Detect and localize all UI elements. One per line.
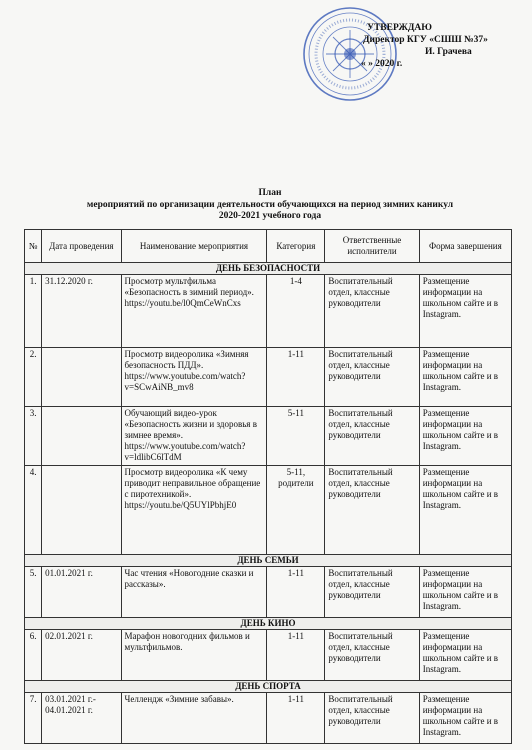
cell-responsible: Воспитательный отдел, классные руководители — [325, 630, 419, 681]
cell-number: 7. — [25, 693, 42, 744]
cell-category: 1-4 — [267, 275, 325, 348]
document-title — [30, 188, 510, 223]
cell-category: 5-11 — [267, 407, 325, 466]
cell-number: 4. — [25, 466, 42, 555]
cell-number: 6. — [25, 630, 42, 681]
cell-event-name: Челлендж «Зимние забавы». — [121, 693, 267, 744]
table-header-row — [25, 230, 512, 263]
cell-event-name: Просмотр видеоролика «К чему приводит неправильное обращение с пиротехникой». https://youtu.be/Q5UYlPbhjE0 — [121, 466, 267, 555]
cell-number: 5. — [25, 567, 42, 618]
section-row — [25, 555, 512, 567]
section-row — [25, 263, 512, 275]
approval-date: « » 2020 г. — [361, 59, 403, 69]
header-completion-form: Форма завершения — [419, 230, 511, 263]
cell-category: 1-11 — [267, 630, 325, 681]
approval-signer: И. Грачева — [425, 47, 472, 57]
table-row — [25, 630, 512, 681]
cell-category: 1-11 — [267, 348, 325, 407]
cell-completion-form: Размещение информации на школьном сайте и в Instagram. — [419, 275, 511, 348]
cell-event-name: Просмотр мультфильма «Безопасность в зимний период». https://youtu.be/l0QmCeWnCxs — [121, 275, 267, 348]
cell-responsible: Воспитательный отдел, классные руководители — [325, 407, 419, 466]
cell-completion-form: Размещение информации на школьном сайте и в Instagram. — [419, 567, 511, 618]
cell-responsible: Воспитательный отдел, классные руководители — [325, 466, 419, 555]
table-row — [25, 275, 512, 348]
cell-date — [42, 348, 121, 407]
title-line-1: План — [258, 188, 282, 198]
cell-responsible: Воспитательный отдел, классные руководители — [325, 348, 419, 407]
cell-date — [42, 466, 121, 555]
header-number: № — [25, 230, 42, 263]
cell-event-name: Марафон новогодних фильмов и мультфильмов. — [121, 630, 267, 681]
approval-position: Директор КГУ «СШШ №37» — [363, 35, 488, 45]
header-category: Категория — [267, 230, 325, 263]
approval-block — [355, 22, 525, 70]
cell-date: 31.12.2020 г. — [42, 275, 121, 348]
section-row — [25, 681, 512, 693]
table-row — [25, 348, 512, 407]
cell-event-name: Обучающий видео-урок «Безопасность жизни и здоровья в зимнее время». https://www.youtube.com/watch?v=ldlibC6lTdM — [121, 407, 267, 466]
cell-category: 1-11 — [267, 693, 325, 744]
cell-number: 1. — [25, 275, 42, 348]
title-line-2: мероприятий по организации деятельности обучающихся на период зимних каникул — [86, 199, 454, 210]
cell-category: 1-11 — [267, 567, 325, 618]
cell-date: 01.01.2021 г. — [42, 567, 121, 618]
section-title: ДЕНЬ КИНО — [25, 618, 512, 630]
section-title: ДЕНЬ СЕМЬИ — [25, 555, 512, 567]
events-table — [24, 229, 512, 744]
cell-event-name: Просмотр видеоролика «Зимняя безопасность ПДД». https://www.youtube.com/watch?v=SCwAiNB_mv8 — [121, 348, 267, 407]
cell-responsible: Воспитательный отдел, классные руководители — [325, 275, 419, 348]
table-row — [25, 407, 512, 466]
title-line-3: 2020-2021 учебного года — [218, 211, 322, 221]
section-title: ДЕНЬ БЕЗОПАСНОСТИ — [25, 263, 512, 275]
cell-event-name: Час чтения «Новогодние сказки и рассказы». — [121, 567, 267, 618]
section-title: ДЕНЬ СПОРТА — [25, 681, 512, 693]
section-row — [25, 618, 512, 630]
header-responsible: Ответственные исполнители — [325, 230, 419, 263]
header-event-name: Наименование мероприятия — [121, 230, 267, 263]
cell-responsible: Воспитательный отдел, классные руководители — [325, 693, 419, 744]
header-date: Дата проведения — [42, 230, 121, 263]
cell-responsible: Воспитательный отдел, классные руководители — [325, 567, 419, 618]
cell-completion-form: Размещение информации на школьном сайте и в Instagram. — [419, 348, 511, 407]
cell-number: 2. — [25, 348, 42, 407]
cell-number: 3. — [25, 407, 42, 466]
table-row — [25, 567, 512, 618]
cell-date: 02.01.2021 г. — [42, 630, 121, 681]
cell-completion-form: Размещение информации на школьном сайте и в Instagram. — [419, 407, 511, 466]
cell-completion-form: Размещение информации на школьном сайте и в Instagram. — [419, 630, 511, 681]
cell-completion-form: Размещение информации на школьном сайте и в Instagram. — [419, 693, 511, 744]
cell-category: 5-11, родители — [267, 466, 325, 555]
cell-date — [42, 407, 121, 466]
approval-heading: УТВЕРЖДАЮ — [367, 23, 432, 33]
cell-date: 03.01.2021 г.- 04.01.2021 г. — [42, 693, 121, 744]
cell-completion-form: Размещение информации на школьном сайте и в Instagram. — [419, 466, 511, 555]
table-row — [25, 693, 512, 744]
table-row — [25, 466, 512, 555]
